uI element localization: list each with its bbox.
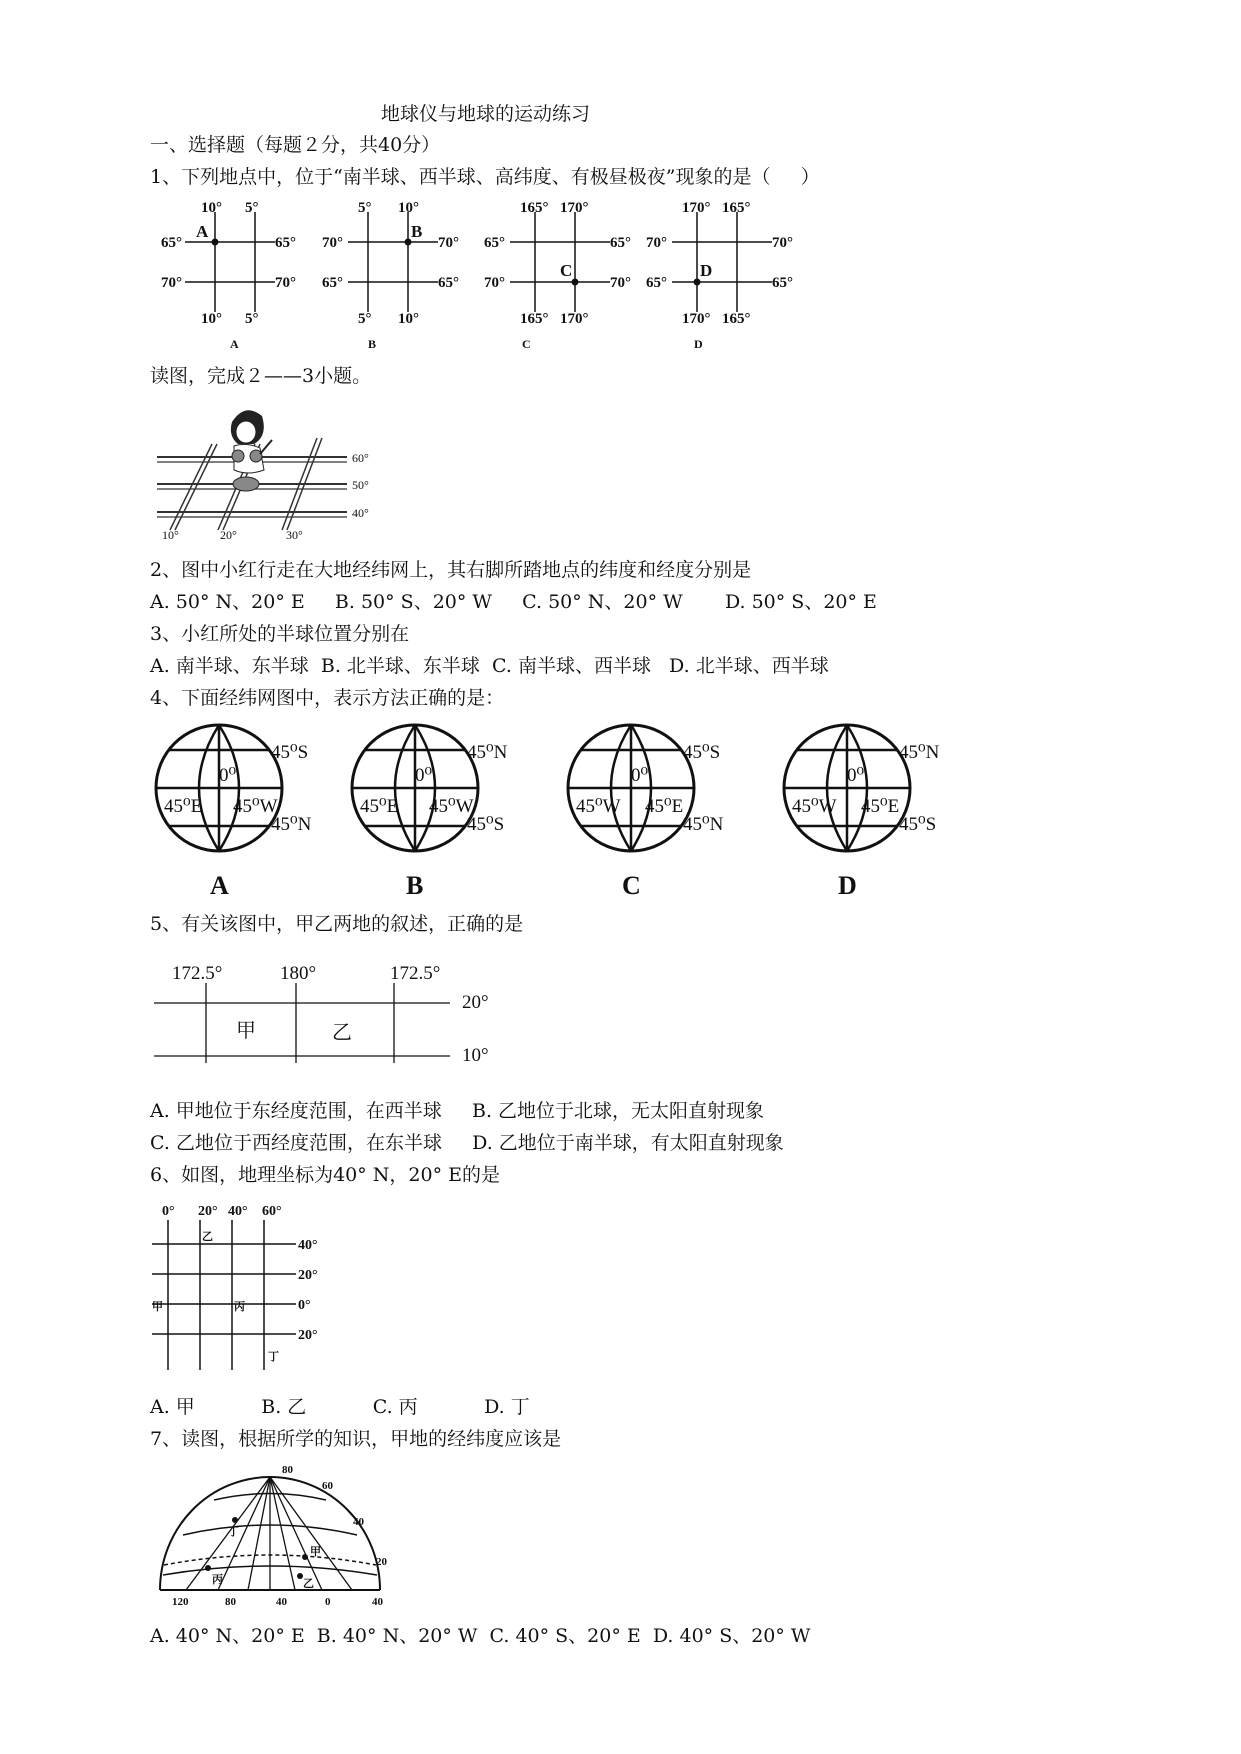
svg-text:120: 120 xyxy=(172,1596,189,1608)
svg-text:0⁰: 0⁰ xyxy=(631,765,649,786)
svg-text:45⁰S: 45⁰S xyxy=(271,742,309,763)
q6-place-yi: 乙 xyxy=(202,1231,213,1243)
svg-text:45⁰N: 45⁰N xyxy=(683,814,724,835)
svg-text:45⁰E: 45⁰E xyxy=(645,796,684,817)
svg-text:45⁰S: 45⁰S xyxy=(683,742,721,763)
globe-c xyxy=(568,725,724,897)
q7-place-bing: 丙 xyxy=(212,1574,223,1586)
globe-d-label: D xyxy=(838,871,857,897)
q7-figure xyxy=(150,1465,400,1615)
question-5-option-cd: C. 乙地位于西经度范围，在东半球 D. 乙地位于南半球，有太阳直射现象 xyxy=(150,1132,784,1154)
q5-place-jia: 甲 xyxy=(236,1020,256,1042)
svg-text:0⁰: 0⁰ xyxy=(219,765,237,786)
svg-text:45⁰N: 45⁰N xyxy=(271,814,312,835)
svg-text:10°: 10° xyxy=(201,200,222,216)
page-title: 地球仪与地球的运动练习 xyxy=(381,103,591,125)
svg-text:20: 20 xyxy=(376,1556,387,1568)
q1-panel-d xyxy=(646,200,793,351)
svg-text:20°: 20° xyxy=(298,1268,318,1283)
globe-c-label: C xyxy=(622,871,641,897)
q7-place-yi: 乙 xyxy=(303,1578,314,1590)
svg-text:40°: 40° xyxy=(352,506,369,520)
globe-a xyxy=(156,725,312,897)
svg-text:10°: 10° xyxy=(398,200,419,216)
svg-text:40: 40 xyxy=(372,1596,383,1608)
svg-text:65°: 65° xyxy=(322,275,343,291)
svg-text:40: 40 xyxy=(353,1516,364,1528)
q6-place-jia: 甲 xyxy=(152,1301,163,1313)
svg-text:5°: 5° xyxy=(358,200,372,216)
svg-text:65°: 65° xyxy=(161,235,182,251)
svg-text:0°: 0° xyxy=(298,1298,311,1313)
q6-place-ding: 丁 xyxy=(268,1351,279,1363)
globe-b xyxy=(352,725,508,897)
svg-text:30°: 30° xyxy=(286,528,303,542)
q6-place-bing: 丙 xyxy=(234,1301,245,1313)
question-7-stem: 7、读图，根据所学的知识，甲地的经纬度应该是 xyxy=(150,1428,562,1450)
question-6-options: A. 甲 B. 乙 C. 丙 D. 丁 xyxy=(150,1396,530,1418)
question-4-stem: 4、下面经纬网图中，表示方法正确的是： xyxy=(150,687,505,709)
q1-caption-d: D xyxy=(694,337,703,351)
svg-text:80: 80 xyxy=(225,1596,236,1608)
svg-text:165°: 165° xyxy=(722,311,751,327)
q6-figure xyxy=(148,1200,348,1376)
question-7-options: A. 40° N、20° E B. 40° N、20° W C. 40° S、20° E D. 40° S、20° W xyxy=(150,1625,811,1647)
svg-text:70°: 70° xyxy=(484,275,505,291)
read-instruction: 读图，完成２——3小题。 xyxy=(150,365,372,387)
globe-a-label: A xyxy=(210,871,229,897)
q4-figure xyxy=(150,722,950,897)
svg-text:45⁰W: 45⁰W xyxy=(576,796,621,817)
svg-text:40°: 40° xyxy=(298,1238,318,1253)
svg-text:65°: 65° xyxy=(646,275,667,291)
svg-text:70°: 70° xyxy=(438,235,459,251)
svg-text:170°: 170° xyxy=(560,311,589,327)
svg-text:45⁰E: 45⁰E xyxy=(861,796,900,817)
q1-caption-b: B xyxy=(368,337,377,351)
svg-text:65°: 65° xyxy=(484,235,505,251)
svg-text:180°: 180° xyxy=(280,963,317,984)
svg-text:45⁰W: 45⁰W xyxy=(233,796,278,817)
q1-point-d: D xyxy=(700,261,713,280)
svg-text:10°: 10° xyxy=(201,311,222,327)
svg-text:70°: 70° xyxy=(275,275,296,291)
q1-panel-c xyxy=(484,200,631,351)
svg-text:0⁰: 0⁰ xyxy=(847,765,865,786)
svg-text:5°: 5° xyxy=(358,311,372,327)
svg-text:70°: 70° xyxy=(772,235,793,251)
svg-text:20°: 20° xyxy=(220,528,237,542)
q1-figure xyxy=(155,197,795,357)
q1-point-c: C xyxy=(560,261,573,280)
svg-text:20°: 20° xyxy=(462,992,489,1013)
svg-text:70°: 70° xyxy=(161,275,182,291)
q1-point-a: A xyxy=(196,222,209,241)
svg-text:45⁰W: 45⁰W xyxy=(792,796,837,817)
svg-text:45⁰S: 45⁰S xyxy=(467,814,505,835)
svg-text:5°: 5° xyxy=(245,311,259,327)
svg-text:10°: 10° xyxy=(162,528,179,542)
svg-text:0°: 0° xyxy=(162,1204,175,1219)
svg-text:172.5°: 172.5° xyxy=(172,963,223,984)
svg-text:170°: 170° xyxy=(560,200,589,216)
svg-text:0⁰: 0⁰ xyxy=(415,765,433,786)
question-1-stem: 1、下列地点中，位于“南半球、西半球、高纬度、有极昼极夜”现象的是（ ） xyxy=(150,166,820,188)
svg-text:5°: 5° xyxy=(245,200,259,216)
svg-text:10°: 10° xyxy=(462,1045,489,1066)
svg-text:70°: 70° xyxy=(646,235,667,251)
svg-text:45⁰S: 45⁰S xyxy=(899,814,937,835)
q1-panel-a xyxy=(161,200,296,351)
globe-b-label: B xyxy=(406,871,424,897)
globe-d xyxy=(784,725,940,897)
svg-text:45⁰N: 45⁰N xyxy=(467,742,508,763)
svg-text:60: 60 xyxy=(322,1480,333,1492)
svg-text:20°: 20° xyxy=(298,1328,318,1343)
svg-text:45⁰E: 45⁰E xyxy=(164,796,203,817)
svg-text:80: 80 xyxy=(282,1465,293,1476)
svg-text:65°: 65° xyxy=(610,235,631,251)
question-5-option-ab: A. 甲地位于东经度范围，在西半球 B. 乙地位于北球，无太阳直射现象 xyxy=(150,1100,765,1122)
q5-place-yi: 乙 xyxy=(332,1022,352,1044)
q1-panel-b xyxy=(322,200,459,351)
svg-text:50°: 50° xyxy=(352,478,369,492)
q1-caption-a: A xyxy=(230,337,239,351)
svg-text:60°: 60° xyxy=(352,451,369,465)
q1-point-b: B xyxy=(411,222,423,241)
svg-text:65°: 65° xyxy=(275,235,296,251)
question-6-stem: 6、如图，地理坐标为40° N，20° E的是 xyxy=(150,1164,501,1186)
q5-figure xyxy=(150,955,510,1070)
q1-caption-c: C xyxy=(522,337,531,351)
svg-text:45⁰E: 45⁰E xyxy=(360,796,399,817)
svg-text:60°: 60° xyxy=(262,1204,282,1219)
svg-text:70°: 70° xyxy=(322,235,343,251)
svg-text:165°: 165° xyxy=(520,311,549,327)
svg-text:40: 40 xyxy=(276,1596,287,1608)
svg-text:45⁰W: 45⁰W xyxy=(429,796,474,817)
svg-text:20°: 20° xyxy=(198,1204,218,1219)
question-2-options: A. 50° N、20° E B. 50° S、20° W C. 50° N、20° W D. 50° S、20° E xyxy=(150,591,877,613)
q7-place-ding: 丁 xyxy=(228,1526,239,1538)
section-heading: 一、选择题（每题２分，共40分） xyxy=(150,134,441,156)
svg-text:165°: 165° xyxy=(722,200,751,216)
question-2-stem: 2、图中小红行走在大地经纬网上，其右脚所踏地点的纬度和经度分别是 xyxy=(150,559,752,581)
question-3-stem: 3、小红所处的半球位置分别在 xyxy=(150,623,410,645)
svg-text:45⁰N: 45⁰N xyxy=(899,742,940,763)
question-5-stem: 5、有关该图中，甲乙两地的叙述，正确的是 xyxy=(150,913,524,935)
svg-text:0: 0 xyxy=(325,1596,331,1608)
svg-text:65°: 65° xyxy=(438,275,459,291)
q7-place-jia: 甲 xyxy=(310,1546,321,1558)
svg-text:65°: 65° xyxy=(772,275,793,291)
girl-illustration xyxy=(231,410,272,491)
svg-text:10°: 10° xyxy=(398,311,419,327)
svg-text:170°: 170° xyxy=(682,200,711,216)
svg-text:170°: 170° xyxy=(682,311,711,327)
q2-figure xyxy=(152,404,382,544)
svg-text:40°: 40° xyxy=(228,1204,248,1219)
question-3-options: A. 南半球、东半球 B. 北半球、东半球 C. 南半球、西半球 D. 北半球、西半球 xyxy=(150,655,829,677)
svg-text:70°: 70° xyxy=(610,275,631,291)
svg-text:172.5°: 172.5° xyxy=(390,963,441,984)
svg-text:165°: 165° xyxy=(520,200,549,216)
